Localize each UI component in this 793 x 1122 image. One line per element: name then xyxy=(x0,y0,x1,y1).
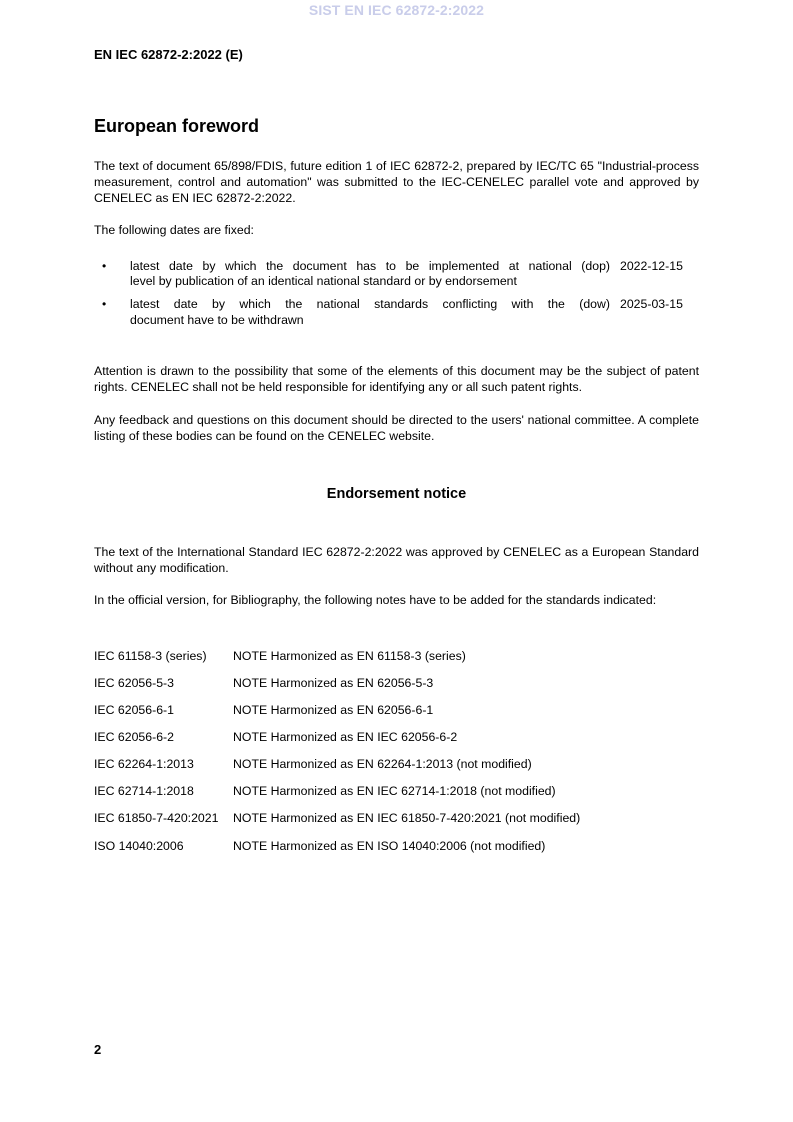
reference-note: NOTE Harmonized as EN 62056-5-3 xyxy=(233,676,434,690)
bullet-marker: • xyxy=(102,297,107,311)
reference-id: IEC 61158-3 (series) xyxy=(94,649,207,663)
reference-id: IEC 61850-7-420:2021 xyxy=(94,811,219,825)
reference-id: IEC 62056-6-2 xyxy=(94,730,174,744)
dates-item-text-cont: document have to be withdrawn xyxy=(130,313,304,327)
reference-id: IEC 62714-1:2018 xyxy=(94,784,194,798)
reference-id: IEC 62056-6-1 xyxy=(94,703,174,717)
reference-id: ISO 14040:2006 xyxy=(94,839,184,853)
dates-item-text-cont: level by publication of an identical national standard or by endorsement xyxy=(130,274,517,288)
dates-item-text: latest date by which the document has to be implemented at national (dop) xyxy=(130,259,610,273)
dates-item-date: 2025-03-15 xyxy=(620,297,683,311)
patent-notice: Attention is drawn to the possibility that some of the elements of this document may be the subject of patent rights. CENELEC shall not be held responsible for identifying any or all such patent rights. xyxy=(94,364,699,394)
reference-note: NOTE Harmonized as EN 62264-1:2013 (not modified) xyxy=(233,757,532,771)
section-title-endorsement: Endorsement notice xyxy=(326,486,467,502)
reference-note: NOTE Harmonized as EN ISO 14040:2006 (not modified) xyxy=(233,839,546,853)
watermark: SIST EN IEC 62872-2:2022 xyxy=(308,2,485,18)
reference-note: NOTE Harmonized as EN IEC 62056-6-2 xyxy=(233,730,458,744)
dates-item-text: latest date by which the national standards conflicting with the (dow) xyxy=(130,297,610,311)
reference-note: NOTE Harmonized as EN IEC 62714-1:2018 (not modified) xyxy=(233,784,556,798)
endorsement-text: The text of the International Standard IEC 62872-2:2022 was approved by CENELEC as a European Standard without any modification. xyxy=(94,545,699,575)
reference-note: NOTE Harmonized as EN IEC 61850-7-420:2021 (not modified) xyxy=(233,811,581,825)
reference-note: NOTE Harmonized as EN 61158-3 (series) xyxy=(233,649,466,663)
reference-id: IEC 62264-1:2013 xyxy=(94,757,194,771)
section-title-foreword: European foreword xyxy=(94,116,260,136)
bibliography-intro: In the official version, for Bibliography, the following notes have to be added for the standards indicated: xyxy=(94,593,657,607)
reference-note: NOTE Harmonized as EN 62056-6-1 xyxy=(233,703,434,717)
reference-id: IEC 62056-5-3 xyxy=(94,676,174,690)
foreword-intro: The text of document 65/898/FDIS, future edition 1 of IEC 62872-2, prepared by IEC/TC 65 "Industrial-process measurement, control and automation" was submitted to the IEC-CENELEC parallel vote and approved by CENELEC as EN IEC 62872-2:2022. xyxy=(94,159,699,205)
document-id: EN IEC 62872-2:2022 (E) xyxy=(94,47,243,62)
bullet-marker: • xyxy=(102,259,107,273)
feedback-notice: Any feedback and questions on this document should be directed to the users' national committee. A complete listing of these bodies can be found on the CENELEC website. xyxy=(94,413,699,443)
dates-item-date: 2022-12-15 xyxy=(620,259,683,273)
page-number: 2 xyxy=(94,1042,102,1057)
dates-intro: The following dates are fixed: xyxy=(94,223,254,237)
